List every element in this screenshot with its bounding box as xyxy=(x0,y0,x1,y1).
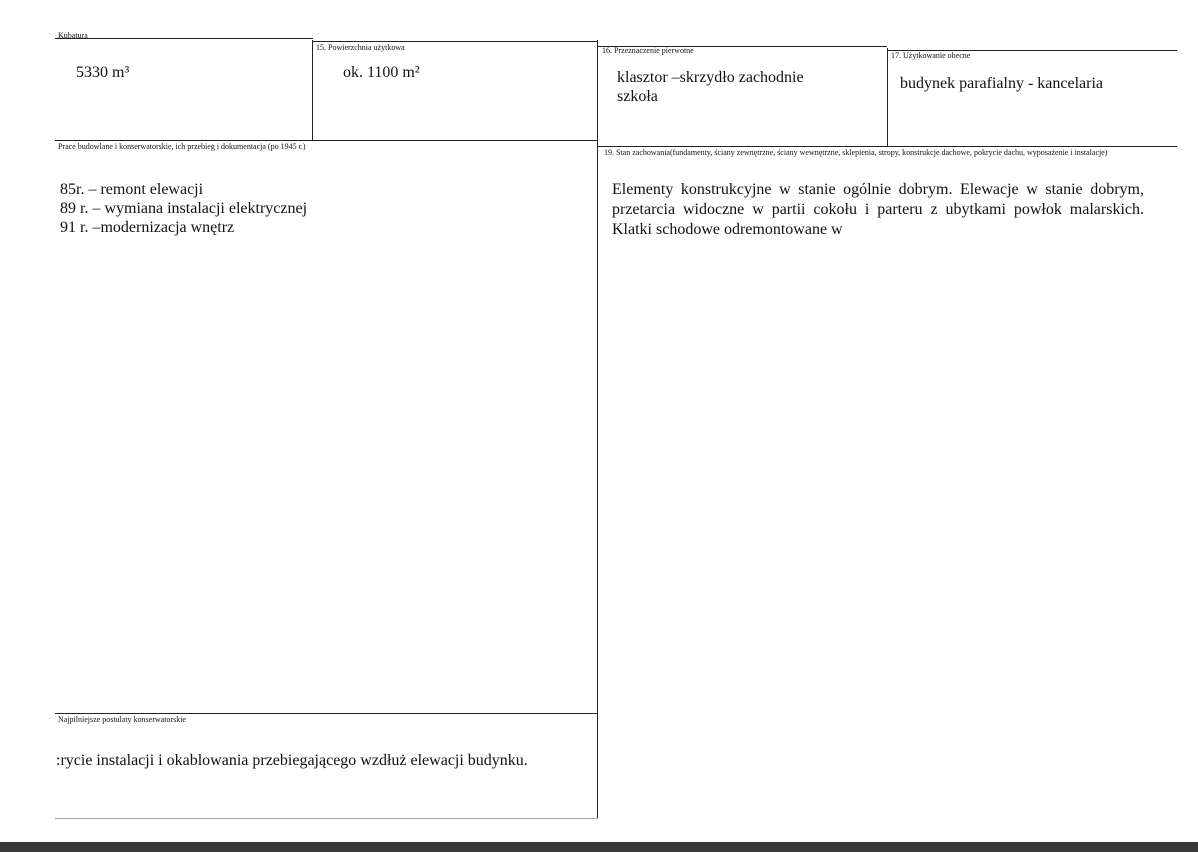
rule xyxy=(55,38,313,39)
rule xyxy=(312,41,598,42)
prace-value xyxy=(60,180,307,237)
powierzchnia-value: ok. 1100 m² xyxy=(343,64,420,81)
kubatura-value: 5330 m³ xyxy=(76,64,130,81)
rule xyxy=(597,40,598,818)
value-line: 89 r. – wymiana instalacji elektrycznej xyxy=(60,200,308,217)
value-line: 91 r. –modernizacja wnętrz xyxy=(60,219,235,236)
postulaty-label: Najpilniejsze postulaty konserwatorskie xyxy=(58,715,186,724)
prace-label: Prace budowlane i konserwatorskie, ich przebieg i dokumentacja (po 1945 r.) xyxy=(58,142,306,151)
value-line: klasztor –skrzydło zachodnie xyxy=(617,69,804,86)
powierzchnia-label: 15. Powierzchnia użytkowa xyxy=(316,43,405,52)
przeznaczenie-label: 16. Przeznaczenie pierwotne xyxy=(602,46,694,55)
rule xyxy=(597,146,1177,147)
value-line: szkoła xyxy=(617,88,658,105)
uzytkowanie-value: budynek parafialny - kancelaria xyxy=(900,75,1104,92)
kubatura-label: Kubatura xyxy=(58,31,88,40)
scan-edge xyxy=(0,842,1198,852)
rule xyxy=(55,713,598,714)
value-line: 85r. – remont elewacji xyxy=(60,181,204,198)
rule xyxy=(55,818,598,819)
stan-label: 19. Stan zachowania(fundamenty, ściany zewnętrzne, ściany wewnętrzne, sklepienia, stropy, konstrukcje dachowe, pokrycie dachu, wyposażenie i instalacje) xyxy=(604,148,1108,157)
rule xyxy=(887,48,888,146)
rule xyxy=(312,40,313,140)
postulaty-value: :rycie instalacji i okablowania przebiegającego wzdłuż elewacji budynku. xyxy=(56,752,528,769)
przeznaczenie-value xyxy=(617,68,804,106)
stan-value: Elementy konstrukcyjne w stanie ogólnie dobrym. Elewacje w stanie dobrym, przetarcia widoczne w partii cokołu i parteru z ubytkami powłok malarskich. Klatki schodowe odremontowane w xyxy=(612,181,1144,238)
rule xyxy=(55,140,598,141)
uzytkowanie-label: 17. Użytkowanie obecne xyxy=(891,51,971,60)
